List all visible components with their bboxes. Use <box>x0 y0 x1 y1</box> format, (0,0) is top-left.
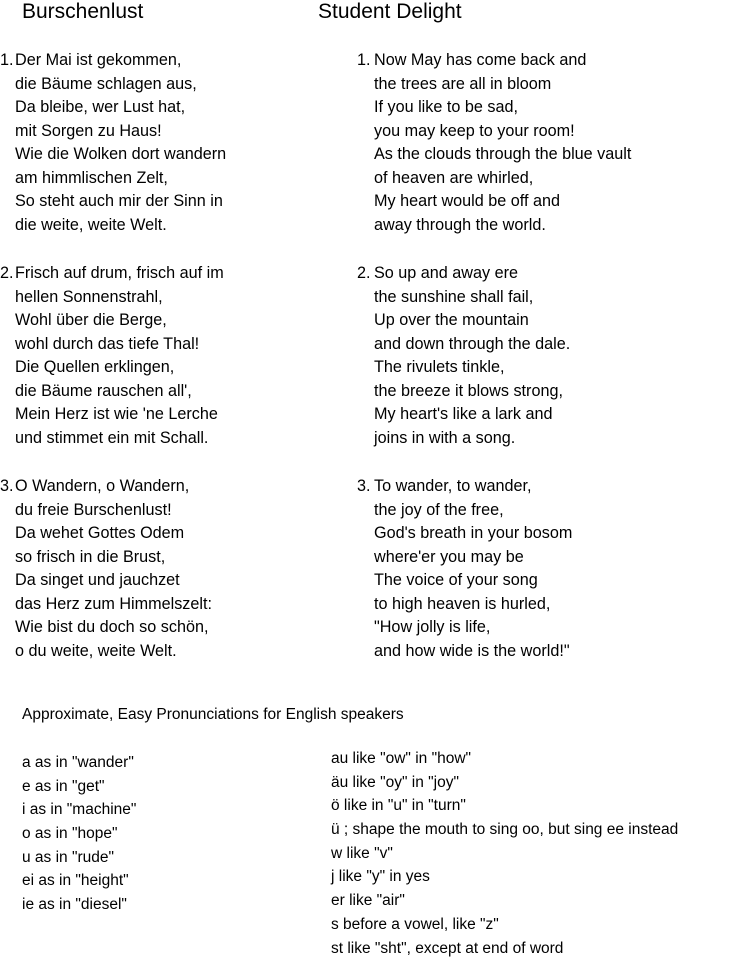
verse-line <box>0 214 226 238</box>
verse-line <box>0 546 212 570</box>
verse-number: 2. <box>0 262 14 286</box>
verse-line <box>357 333 570 357</box>
verse-line-text: To wander, to wander, <box>357 475 572 499</box>
pronunciation-rule: er like "air" <box>331 889 678 913</box>
verse-line <box>0 427 224 451</box>
verse-line <box>0 569 212 593</box>
verse-line-text: away through the world. <box>357 214 631 238</box>
verse-line <box>357 499 572 523</box>
verse-line <box>0 73 226 97</box>
verse-line <box>357 475 572 499</box>
verse-line <box>357 546 572 570</box>
german-verse-2 <box>0 262 224 450</box>
verse-line-text: die Bäume schlagen aus, <box>0 73 226 97</box>
pronunciation-vowels-list <box>22 751 136 917</box>
pronunciation-rule: u as in "rude" <box>22 846 136 870</box>
verse-line <box>0 190 226 214</box>
pronunciation-rule: a as in "wander" <box>22 751 136 775</box>
pronunciation-rule: st like "sht", except at end of word <box>331 937 678 960</box>
verse-line-text: So up and away ere <box>357 262 570 286</box>
verse-line-text: of heaven are whirled, <box>357 167 631 191</box>
verse-line-text: As the clouds through the blue vault <box>357 143 631 167</box>
verse-line-text: Wie bist du doch so schön, <box>0 616 212 640</box>
verse-line <box>357 96 631 120</box>
verse-line <box>357 356 570 380</box>
verse-line-text: the trees are all in bloom <box>357 73 631 97</box>
verse-line-text: "How jolly is life, <box>357 616 572 640</box>
verse-line-text: The voice of your song <box>357 569 572 593</box>
verse-number: 2. <box>357 262 371 286</box>
verse-line-text: wohl durch das tiefe Thal! <box>0 333 224 357</box>
verse-line <box>357 286 570 310</box>
verse-line <box>357 593 572 617</box>
verse-line <box>0 143 226 167</box>
pronunciation-rule: j like "y" in yes <box>331 865 678 889</box>
pronunciation-heading: Approximate, Easy Pronunciations for English speakers <box>22 705 404 725</box>
pronunciation-rule: w like "v" <box>331 842 678 866</box>
verse-line <box>0 640 212 664</box>
verse-line-text: am himmlischen Zelt, <box>0 167 226 191</box>
verse-line <box>0 380 224 404</box>
verse-line-text: Da bleibe, wer Lust hat, <box>0 96 226 120</box>
verse-line <box>357 143 631 167</box>
verse-line-text: Mein Herz ist wie 'ne Lerche <box>0 403 224 427</box>
verse-line <box>357 403 570 427</box>
verse-line-text: o du weite, weite Welt. <box>0 640 212 664</box>
english-verse-1 <box>357 49 631 237</box>
pronunciation-rule: au like "ow" in "how" <box>331 747 678 771</box>
verse-line-text: Wohl über die Berge, <box>0 309 224 333</box>
verse-line-text: the sunshine shall fail, <box>357 286 570 310</box>
pronunciation-rule: e as in "get" <box>22 775 136 799</box>
verse-line-text: My heart would be off and <box>357 190 631 214</box>
verse-line <box>357 569 572 593</box>
verse-line-text: to high heaven is hurled, <box>357 593 572 617</box>
verse-line-text: du freie Burschenlust! <box>0 499 212 523</box>
verse-number: 3. <box>357 475 371 499</box>
verse-number: 1. <box>357 49 371 73</box>
pronunciation-rule: ü ; shape the mouth to sing oo, but sing ee instead <box>331 818 678 842</box>
verse-line-text: If you like to be sad, <box>357 96 631 120</box>
verse-number: 3. <box>0 475 14 499</box>
verse-line <box>0 286 224 310</box>
verse-line <box>357 616 572 640</box>
verse-line <box>357 640 572 664</box>
verse-line-text: where'er you may be <box>357 546 572 570</box>
verse-number: 1. <box>0 49 14 73</box>
title-english: Student Delight <box>318 0 462 24</box>
verse-line-text: the breeze it blows strong, <box>357 380 570 404</box>
english-verse-2 <box>357 262 570 450</box>
verse-line-text: So steht auch mir der Sinn in <box>0 190 226 214</box>
verse-line <box>357 427 570 451</box>
verse-line-text: My heart's like a lark and <box>357 403 570 427</box>
verse-line-text: Wie die Wolken dort wandern <box>0 143 226 167</box>
german-verse-1 <box>0 49 226 237</box>
verse-line <box>0 475 212 499</box>
verse-line <box>357 214 631 238</box>
verse-line <box>0 593 212 617</box>
verse-line-text: O Wandern, o Wandern, <box>0 475 212 499</box>
verse-line-text: the joy of the free, <box>357 499 572 523</box>
verse-line <box>357 522 572 546</box>
verse-line-text: Now May has come back and <box>357 49 631 73</box>
verse-line-text: so frisch in die Brust, <box>0 546 212 570</box>
verse-line <box>0 333 224 357</box>
verse-line <box>357 120 631 144</box>
verse-line <box>0 522 212 546</box>
pronunciation-rule: ei as in "height" <box>22 869 136 893</box>
verse-line-text: Der Mai ist gekommen, <box>0 49 226 73</box>
verse-line <box>357 309 570 333</box>
verse-line <box>0 96 226 120</box>
title-german: Burschenlust <box>22 0 143 24</box>
verse-line <box>0 309 224 333</box>
pronunciation-consonants-list <box>331 747 678 960</box>
pronunciation-rule: ie as in "diesel" <box>22 893 136 917</box>
verse-line-text: das Herz zum Himmelszelt: <box>0 593 212 617</box>
verse-line <box>0 616 212 640</box>
verse-line-text: und stimmet ein mit Schall. <box>0 427 224 451</box>
verse-line <box>357 190 631 214</box>
verse-line-text: Up over the mountain <box>357 309 570 333</box>
verse-line <box>357 167 631 191</box>
pronunciation-rule: i as in "machine" <box>22 798 136 822</box>
verse-line <box>357 73 631 97</box>
pronunciation-rule: äu like "oy" in "joy" <box>331 771 678 795</box>
verse-line-text: Da singet und jauchzet <box>0 569 212 593</box>
verse-line <box>357 49 631 73</box>
pronunciation-rule: s before a vowel, like "z" <box>331 913 678 937</box>
verse-line-text: mit Sorgen zu Haus! <box>0 120 226 144</box>
verse-line <box>0 499 212 523</box>
verse-line <box>0 356 224 380</box>
verse-line-text: die Bäume rauschen all', <box>0 380 224 404</box>
verse-line <box>0 167 226 191</box>
verse-line-text: Frisch auf drum, frisch auf im <box>0 262 224 286</box>
verse-line-text: God's breath in your bosom <box>357 522 572 546</box>
verse-line <box>0 49 226 73</box>
verse-line <box>0 120 226 144</box>
verse-line-text: and how wide is the world!" <box>357 640 572 664</box>
verse-line-text: hellen Sonnenstrahl, <box>0 286 224 310</box>
verse-line-text: The rivulets tinkle, <box>357 356 570 380</box>
verse-line-text: Da wehet Gottes Odem <box>0 522 212 546</box>
verse-line <box>357 380 570 404</box>
verse-line-text: you may keep to your room! <box>357 120 631 144</box>
english-verse-3 <box>357 475 572 663</box>
verse-line <box>0 262 224 286</box>
verse-line <box>0 403 224 427</box>
verse-line-text: joins in with a song. <box>357 427 570 451</box>
verse-line-text: and down through the dale. <box>357 333 570 357</box>
verse-line-text: Die Quellen erklingen, <box>0 356 224 380</box>
verse-line-text: die weite, weite Welt. <box>0 214 226 238</box>
pronunciation-rule: o as in "hope" <box>22 822 136 846</box>
verse-line <box>357 262 570 286</box>
pronunciation-rule: ö like in "u" in "turn" <box>331 794 678 818</box>
german-verse-3 <box>0 475 212 663</box>
